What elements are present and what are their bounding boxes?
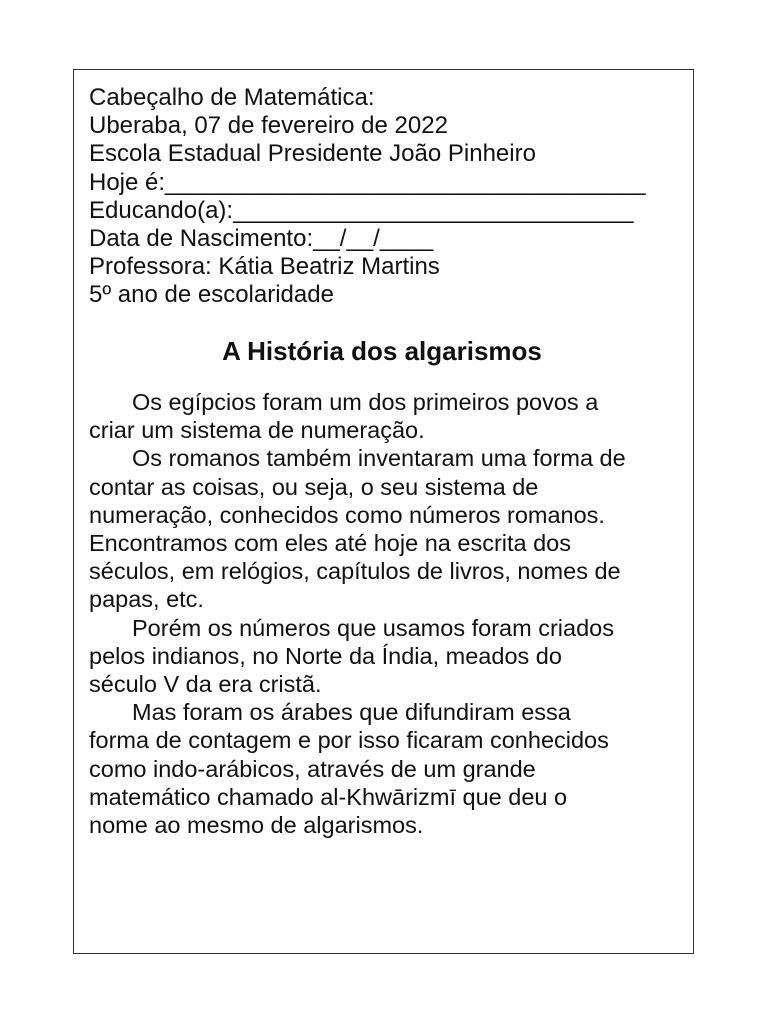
text-line: matemático chamado al-Khwārizmī que deu o [89,783,568,810]
text-line: nome ao mesmo de algarismos. [89,812,424,839]
header-student-field: Educando(a):______________________________ [89,196,634,224]
text-line: criar um sistema de numeração. [89,417,425,444]
text-line: séculos, em relógios, capítulos de livros, nomes de [89,558,621,585]
header-title: Cabeçalho de Matemática: [89,84,375,111]
text-line: Os egípcios foram um dos primeiros povos a [132,389,599,415]
text-line: século V da era cristã. [89,671,322,698]
document-content [89,84,679,839]
text-line: numeração, conhecidos como números romanos. [89,501,605,528]
text-line: como indo-arábicos, através de um grande [89,755,536,782]
text-line: papas, etc. [89,586,204,613]
paragraph-romans [89,444,681,613]
page-title: A História dos algarismos [222,336,542,366]
header-birthdate-field: Data de Nascimento:__/__/____ [89,225,434,253]
text-line: Encontramos com eles até hoje na escrita dos [89,530,572,557]
header-date: Uberaba, 07 de fevereiro de 2022 [89,112,448,140]
text-line: forma de contagem e por isso ficaram conhecidos [89,727,609,754]
header-block [89,84,679,310]
header-teacher: Professora: Kátia Beatriz Martins [89,253,440,281]
text-line: contar as coisas, ou seja, o seu sistema de [89,473,539,500]
text-line: pelos indianos, no Norte da Índia, meados do [89,642,562,669]
text-line: Os romanos também inventaram uma forma de [132,445,626,472]
header-school: Escola Estadual Presidente João Pinheiro [89,140,536,168]
text-line: Mas foram os árabes que difundiram essa [132,699,571,726]
paragraph-arabs [89,698,681,839]
body-text [89,388,681,839]
text-line: Porém os números que usamos foram criados [132,614,614,641]
paragraph-indians [89,614,681,699]
paragraph-egyptians [89,388,681,444]
header-today-field: Hoje é:____________________________________ [89,168,646,196]
header-grade: 5º ano de escolaridade [89,281,334,309]
